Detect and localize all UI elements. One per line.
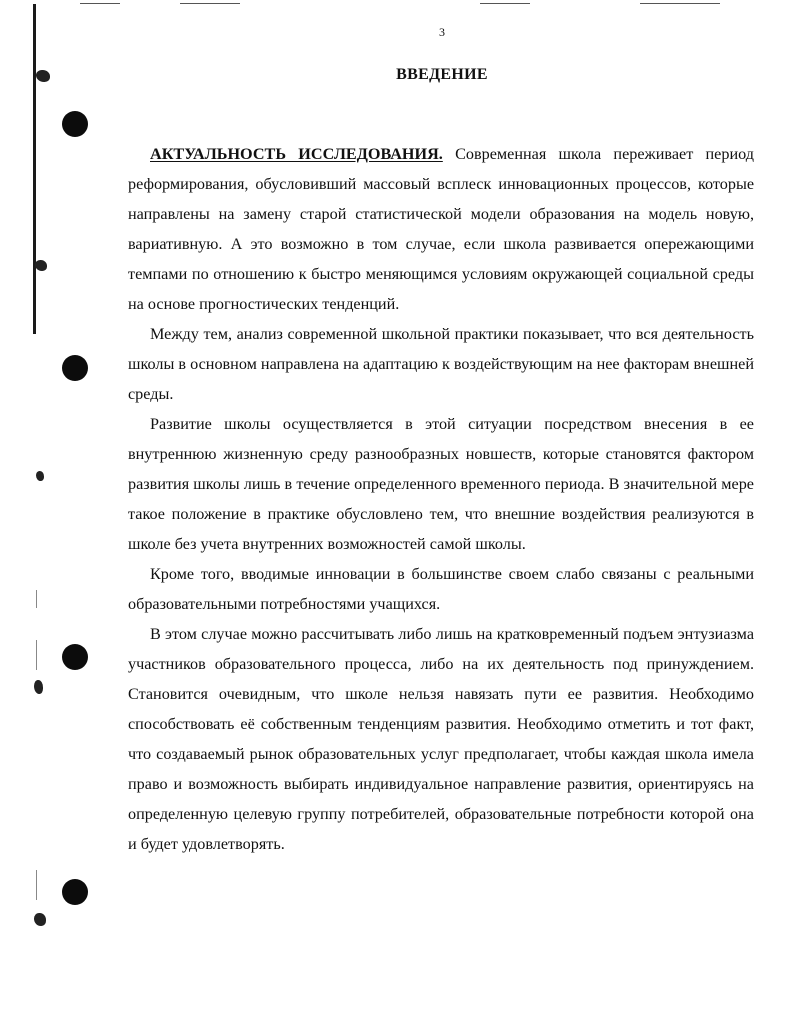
scan-tick <box>36 870 37 900</box>
scan-tick <box>36 590 37 608</box>
paragraph-text: Современная школа переживает период реформирования, обусловивший массовый всплеск инновационных процессов, которые направлены на замену старой статистической модели образования на модель новую, вариативную. А это возможно в том случае, если школа развивается опережающими темпами по отношению к быстро меняющимся условиям окружающей социальной среды на основе прогностических тенденций. <box>128 145 754 313</box>
ink-blot <box>36 471 44 481</box>
punch-hole <box>62 879 88 905</box>
paragraph <box>128 139 754 319</box>
scan-dash-mark <box>640 3 720 4</box>
punch-hole <box>62 111 88 137</box>
scan-dash-mark <box>480 3 530 4</box>
scan-dash-mark <box>180 3 240 4</box>
section-title: ВВЕДЕНИЕ <box>396 66 488 83</box>
punch-hole <box>62 644 88 670</box>
punch-hole <box>62 355 88 381</box>
binding-edge-line <box>33 4 36 334</box>
page-number: 3 <box>439 25 445 39</box>
scan-dash-mark <box>80 3 120 4</box>
paragraph-text: Кроме того, вводимые инновации в большинстве своем слабо связаны с реальными образовательными потребностями учащихся. <box>128 565 754 613</box>
paragraph <box>128 619 754 859</box>
scan-tick <box>36 640 37 670</box>
ink-blot <box>34 913 46 926</box>
paragraph <box>128 559 754 619</box>
paragraph-text: Развитие школы осуществляется в этой ситуации посредством внесения в ее внутреннюю жизненную среду разнообразных новшеств, которые становятся фактором развития школы лишь в течение определенного временного периода. В значительной мере такое положение в практике обусловлено тем, что внешние воздействия реализуются в школе без учета внутренних возможностей самой школы. <box>128 415 754 553</box>
ink-blot <box>35 260 47 271</box>
paragraph-text: В этом случае можно рассчитывать либо лишь на кратковременный подъем энтузиазма участников образовательного процесса, либо на их деятельность под принуждением. Становится очевидным, что школе нельзя навязать пути ее развития. Необходимо способствовать её собственным тенденциям развития. Необходимо отметить и тот факт, что создаваемый рынок образовательных услуг предполагает, чтобы каждая школа имела право и возможность выбирать индивидуальное направление развития, ориентируясь на определенную целевую группу потребителей, образовательные потребности которой она и будет удовлетворять. <box>128 625 754 853</box>
ink-blot <box>34 680 43 694</box>
paragraph-text: Между тем, анализ современной школьной практики показывает, что вся деятельность школы в основном направлена на адаптацию к воздействующим на нее факторам внешней среды. <box>128 325 754 403</box>
paragraph <box>128 409 754 559</box>
paragraph-lead-heading: АКТУАЛЬНОСТЬ ИССЛЕДОВАНИЯ. <box>150 145 443 163</box>
body-text <box>128 139 754 859</box>
paragraph <box>128 319 754 409</box>
